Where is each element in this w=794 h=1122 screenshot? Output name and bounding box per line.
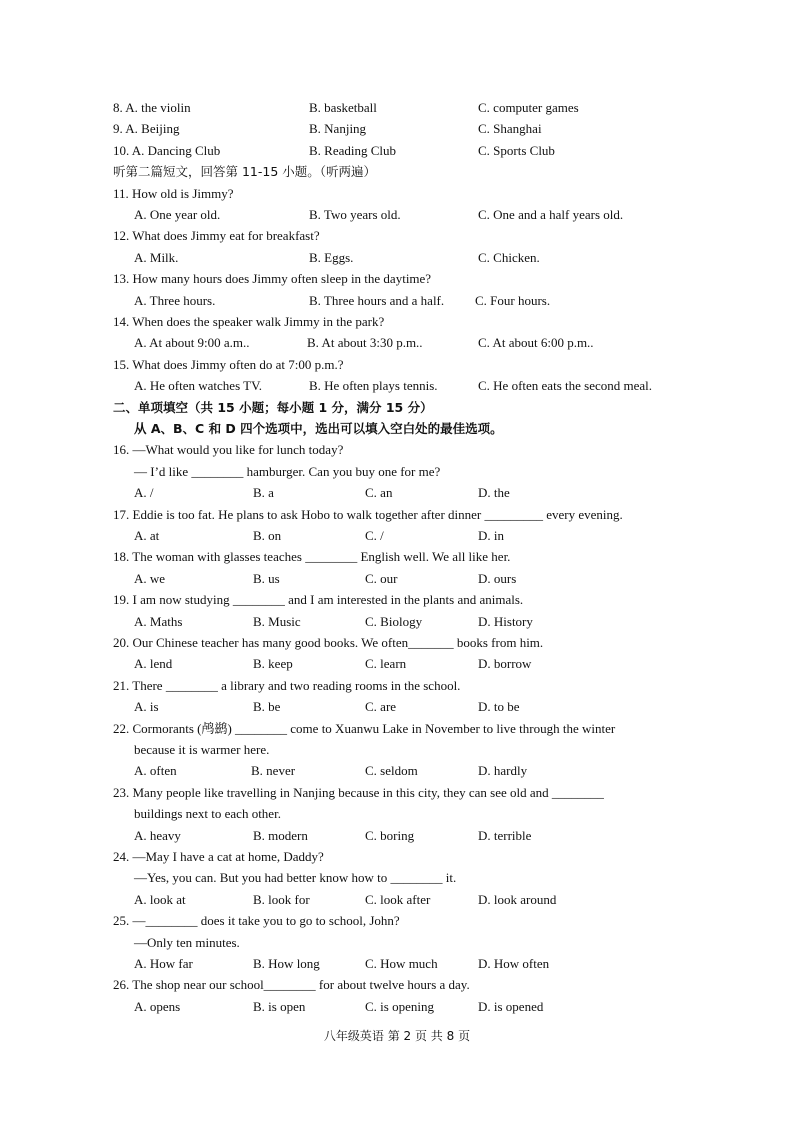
option-text: B. look for (253, 891, 310, 907)
option-text: A. Three hours. (134, 292, 216, 308)
option-text: B. basketball (309, 100, 377, 115)
option-text: C. an (365, 485, 393, 501)
option-text: B. Music (253, 613, 301, 629)
question-text: 22. Cormorants (鸬鹚) ________ come to Xuanwu Lake in November to live through the winter (113, 720, 616, 736)
question-text: 21. There ________ a library and two reading rooms in the school. (113, 677, 461, 693)
option-text: A. Maths (134, 613, 183, 629)
option-text: B. How long (253, 956, 320, 971)
section-heading: 从 A、B、C 和 D 四个选项中，选出可以填入空白处的最佳选项。 (134, 421, 503, 436)
option-text: A. opens (134, 998, 181, 1014)
option-text: C. He often eats the second meal. (478, 378, 652, 394)
question-text: 11. How old is Jimmy? (113, 185, 234, 201)
question-text: 19. I am now studying ________ and I am interested in the plants and animals. (113, 592, 524, 608)
option-text: B. keep (253, 656, 293, 672)
option-text: B. At about 3:30 p.m.. (307, 335, 423, 351)
option-text: C. One and a half years old. (478, 207, 624, 222)
option-text: C. boring (365, 827, 415, 843)
question-text: 12. What does Jimmy eat for breakfast? (113, 228, 320, 244)
question-text: 17. Eddie is too fat. He plans to ask Hobo to walk together after dinner _________ every evening. (113, 506, 623, 522)
option-text: B. Three hours and a half. (309, 292, 445, 308)
option-text: D. look around (478, 891, 557, 907)
option-text: B. modern (253, 827, 308, 843)
option-text: C. our (365, 570, 398, 586)
question-text: 15. What does Jimmy often do at 7:00 p.m.? (113, 356, 344, 372)
option-text: A. He often watches TV. (134, 378, 263, 394)
question-text: buildings next to each other. (134, 806, 281, 822)
option-text: D. in (478, 528, 504, 543)
option-text: B. never (251, 763, 296, 779)
question-text: 23. Many people like travelling in Nanjing because in this city, they can see old and ________ (113, 784, 604, 800)
option-text: B. us (253, 570, 280, 586)
option-text: C. computer games (478, 100, 579, 115)
page-footer: 八年级英语 第 2 页 共 8 页 (323, 1029, 471, 1043)
option-text: C. is opening (365, 998, 434, 1014)
option-text: C. Shanghai (478, 121, 542, 137)
option-text: A. At about 9:00 a.m.. (134, 335, 250, 351)
option-text: D. borrow (478, 656, 532, 672)
question-text: 26. The shop near our school________ for about twelve hours a day. (113, 977, 470, 993)
option-text: C. Sports Club (478, 142, 555, 158)
option-text: A. How far (134, 956, 193, 971)
option-text: A. we (134, 570, 166, 586)
option-text: C. are (365, 699, 397, 715)
option-text: B. be (253, 699, 281, 715)
option-text: B. on (253, 528, 282, 543)
option-text: 9. A. Beijing (113, 121, 180, 137)
option-text: A. lend (134, 656, 173, 672)
option-text: B. Two years old. (309, 207, 401, 222)
option-text: A. look at (134, 891, 186, 907)
option-text: C. At about 6:00 p.m.. (478, 335, 594, 351)
question-text: 16. —What would you like for lunch today? (113, 442, 344, 458)
option-text: B. Nanjing (309, 121, 367, 137)
option-text: A. One year old. (134, 207, 221, 222)
question-text: 25. —________ does it take you to go to school, John? (113, 913, 400, 929)
question-text: 24. —May I have a cat at home, Daddy? (113, 849, 324, 864)
option-text: A. Milk. (134, 249, 179, 265)
option-text: D. History (478, 613, 533, 629)
option-text: C. Chicken. (478, 249, 540, 265)
question-text: —Yes, you can. But you had better know how to ________ it. (134, 870, 457, 886)
option-text: A. / (134, 485, 154, 501)
option-text: A. often (134, 763, 177, 779)
option-text: B. is open (253, 998, 306, 1014)
option-text: B. He often plays tennis. (309, 378, 438, 394)
option-text: D. terrible (478, 827, 532, 843)
option-text: C. Biology (365, 613, 423, 629)
question-text: — I’d like ________ hamburger. Can you buy one for me? (134, 463, 441, 479)
question-text: 14. When does the speaker walk Jimmy in the park? (113, 314, 385, 329)
option-text: C. How much (365, 956, 438, 971)
option-text: 8. A. the violin (113, 100, 191, 115)
option-text: D. ours (478, 570, 517, 586)
section-heading: 听第二篇短文，回答第 11-15 小题。（听两遍） (113, 164, 377, 180)
option-text: D. How often (478, 956, 550, 971)
question-text: because it is warmer here. (134, 742, 270, 757)
question-text: 13. How many hours does Jimmy often sleep in the daytime? (113, 271, 432, 287)
option-text: C. look after (365, 891, 431, 907)
option-text: A. is (134, 699, 159, 715)
option-text: B. Eggs. (309, 249, 354, 265)
option-text: B. Reading Club (309, 142, 397, 158)
option-text: A. heavy (134, 827, 181, 843)
question-text: 18. The woman with glasses teaches ________ English well. We all like her. (113, 549, 511, 565)
option-text: D. the (478, 485, 510, 501)
section-heading: 二、单项填空（共 15 小题；每小题 1 分，满分 15 分） (113, 399, 433, 415)
question-text: 20. Our Chinese teacher has many good books. We often_______ books from him. (113, 635, 544, 650)
option-text: C. learn (365, 656, 407, 672)
option-text: D. to be (478, 699, 520, 715)
question-text: —Only ten minutes. (134, 934, 240, 950)
option-text: 10. A. Dancing Club (113, 142, 221, 158)
option-text: C. seldom (365, 763, 418, 779)
option-text: C. / (365, 528, 384, 543)
option-text: A. at (134, 528, 160, 543)
option-text: D. hardly (478, 763, 528, 779)
option-text: C. Four hours. (475, 292, 551, 308)
option-text: B. a (253, 485, 274, 501)
option-text: D. is opened (478, 998, 544, 1014)
